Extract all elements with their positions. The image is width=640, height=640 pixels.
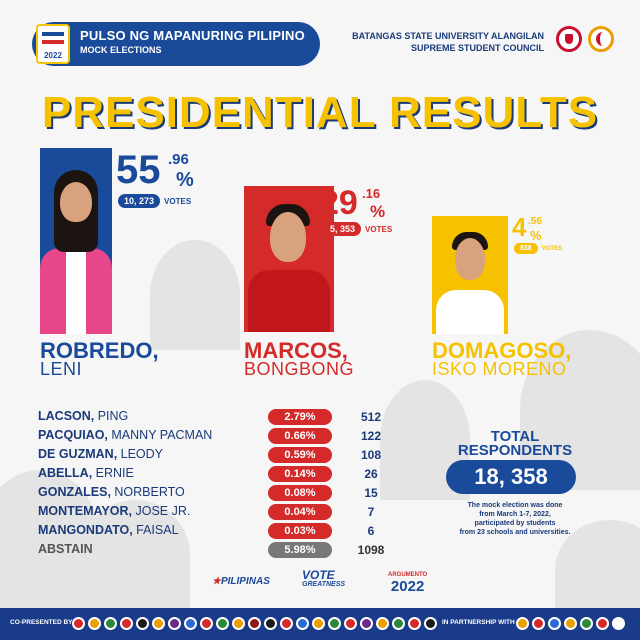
result-row bbox=[38, 484, 398, 502]
robredo-pct-int: 55 bbox=[116, 148, 161, 192]
candidate-photo-domagoso bbox=[432, 216, 508, 334]
sponsor-logo-icon bbox=[392, 617, 405, 630]
organizer-line1: BATANGAS STATE UNIVERSITY ALANGILAN bbox=[352, 31, 544, 41]
partner-logo-icon bbox=[548, 617, 561, 630]
candidate-votes: 6 bbox=[367, 524, 375, 538]
candidate-percentage: 2.79% bbox=[268, 409, 332, 425]
candidate-name: ABSTAIN bbox=[38, 542, 93, 556]
candidate-percentage: 5.98% bbox=[268, 542, 332, 558]
candidate-percentage: 0.14% bbox=[268, 466, 332, 482]
sponsor-logo-icon bbox=[328, 617, 341, 630]
sponsor-logo-icon bbox=[424, 617, 437, 630]
sponsor-logo-icon bbox=[408, 617, 421, 630]
domagoso-votes-label: VOTES bbox=[541, 245, 563, 252]
sponsor-logo-icon bbox=[136, 617, 149, 630]
sponsor-logo-icon bbox=[360, 617, 373, 630]
copresented-label: CO-PRESENTED BY bbox=[10, 619, 73, 626]
marcos-pct-dec: .16 bbox=[362, 186, 381, 201]
domagoso-pct-int: 4 bbox=[512, 212, 527, 242]
partner-logo-icon bbox=[516, 617, 529, 630]
sponsor-logo-icon bbox=[88, 617, 101, 630]
sponsor-logo-icon bbox=[216, 617, 229, 630]
partner-logo-icon bbox=[564, 617, 577, 630]
partnership-label: IN PARTNERSHIP WITH bbox=[442, 619, 515, 626]
robredo-votes-label: VOTES bbox=[164, 196, 192, 206]
marcos-votes bbox=[324, 222, 392, 236]
result-row bbox=[38, 503, 398, 521]
marcos-surname: MARCOS, bbox=[244, 338, 348, 363]
result-row bbox=[38, 427, 398, 445]
sponsor-logo-icon bbox=[248, 617, 261, 630]
sponsor-logo-icon bbox=[168, 617, 181, 630]
sponsor-logo-icon bbox=[184, 617, 197, 630]
result-row bbox=[38, 522, 398, 540]
partner-logo-icon bbox=[612, 617, 625, 630]
university-seal-icon bbox=[556, 26, 582, 52]
domagoso-percentage bbox=[512, 212, 542, 243]
robredo-pct-sym: % bbox=[176, 169, 194, 191]
sponsor-logo-icon bbox=[232, 617, 245, 630]
candidate-name: LACSON, PING bbox=[38, 409, 129, 423]
total-respondents-value: 18, 358 bbox=[446, 460, 576, 494]
robredo-votes bbox=[118, 194, 191, 208]
domagoso-votes-count: 838 bbox=[514, 243, 538, 254]
result-row bbox=[38, 408, 398, 426]
vote-greatness-logo: VOTE GREATNESS bbox=[302, 568, 346, 588]
candidate-percentage: 0.66% bbox=[268, 428, 332, 444]
header-title: PULSO NG MAPANURING PILIPINO bbox=[80, 28, 305, 43]
candidate-votes: 122 bbox=[360, 429, 382, 443]
crowd-silhouette bbox=[150, 240, 240, 350]
total-respondents-label: TOTAL RESPONDENTS bbox=[457, 428, 573, 459]
survey-note: The mock election was done from March 1-7, 2022, participated by students from 23 schools and universities. bbox=[459, 502, 571, 536]
candidate-votes: 26 bbox=[364, 467, 378, 481]
candidate-name: ABELLA, ERNIE bbox=[38, 466, 134, 480]
candidate-percentage: 0.03% bbox=[268, 523, 332, 539]
robredo-pct-dec: .96 bbox=[168, 151, 189, 168]
candidate-name: MANGONDATO, FAISAL bbox=[38, 523, 179, 537]
marcos-percentage bbox=[320, 184, 386, 222]
candidate-votes: 1098 bbox=[357, 543, 385, 557]
candidate-percentage: 0.59% bbox=[268, 447, 332, 463]
sponsor-logo-icon bbox=[312, 617, 325, 630]
page-title: PRESIDENTIAL RESULTS bbox=[41, 88, 599, 137]
robredo-percentage bbox=[116, 148, 194, 192]
robredo-votes-count: 10, 273 bbox=[118, 194, 160, 208]
sponsor-logo-icon bbox=[376, 617, 389, 630]
domagoso-votes bbox=[514, 243, 562, 254]
partner-logo-icon bbox=[580, 617, 593, 630]
candidate-votes: 512 bbox=[360, 410, 382, 424]
candidate-name: PACQUIAO, MANNY PACMAN bbox=[38, 428, 213, 442]
robredo-firstname: LENI bbox=[40, 359, 83, 379]
candidate-name: MONTEMAYOR, JOSE JR. bbox=[38, 504, 191, 518]
partner-logo-icon bbox=[596, 617, 609, 630]
sponsor-logo-icon bbox=[104, 617, 117, 630]
domagoso-pct-sym: % bbox=[530, 228, 542, 243]
sponsor-logo-icon bbox=[200, 617, 213, 630]
domagoso-surname: DOMAGOSO, bbox=[432, 338, 572, 363]
candidate-percentage: 0.04% bbox=[268, 504, 332, 520]
sponsor-logo-icon bbox=[72, 617, 85, 630]
mock-election-logo bbox=[36, 24, 70, 64]
result-row bbox=[38, 465, 398, 483]
marcos-pct-int: 29 bbox=[320, 184, 358, 222]
candidate-votes: 108 bbox=[360, 448, 382, 462]
candidate-name: GONZALES, NORBERTO bbox=[38, 485, 185, 499]
pilipinas-logo: ★PILIPINAS bbox=[212, 576, 270, 587]
sponsor-logo-icon bbox=[152, 617, 165, 630]
candidate-votes: 15 bbox=[364, 486, 378, 500]
sponsor-logo-icon bbox=[264, 617, 277, 630]
marcos-pct-sym: % bbox=[370, 202, 386, 221]
organizer-line2: SUPREME STUDENT COUNCIL bbox=[410, 43, 544, 53]
sponsor-logo-icon bbox=[120, 617, 133, 630]
logo-year: 2022 bbox=[44, 51, 62, 60]
sponsor-logo-icon bbox=[344, 617, 357, 630]
result-row bbox=[38, 446, 398, 464]
robredo-surname: ROBREDO, bbox=[40, 338, 159, 363]
marcos-votes-count: 5, 353 bbox=[324, 222, 361, 236]
header-subtitle: MOCK ELECTIONS bbox=[80, 45, 162, 55]
candidate-percentage: 0.08% bbox=[268, 485, 332, 501]
domagoso-firstname: ISKO MORENO bbox=[432, 359, 567, 379]
candidate-name: DE GUZMAN, LEODY bbox=[38, 447, 164, 461]
argumento-logo: ARGUMENTO 2022 bbox=[388, 572, 428, 595]
partner-logo-icon bbox=[532, 617, 545, 630]
result-row-abstain bbox=[38, 541, 398, 559]
marcos-firstname: BONGBONG bbox=[244, 359, 355, 379]
organizer bbox=[352, 30, 544, 54]
candidate-votes: 7 bbox=[367, 505, 375, 519]
candidate-photo-robredo bbox=[40, 148, 112, 334]
council-seal-icon bbox=[588, 26, 614, 52]
sponsor-logo-icon bbox=[296, 617, 309, 630]
marcos-votes-label: VOTES bbox=[365, 224, 393, 234]
domagoso-pct-dec: .56 bbox=[528, 216, 542, 227]
sponsor-footer bbox=[0, 608, 640, 640]
sponsor-logo-icon bbox=[280, 617, 293, 630]
